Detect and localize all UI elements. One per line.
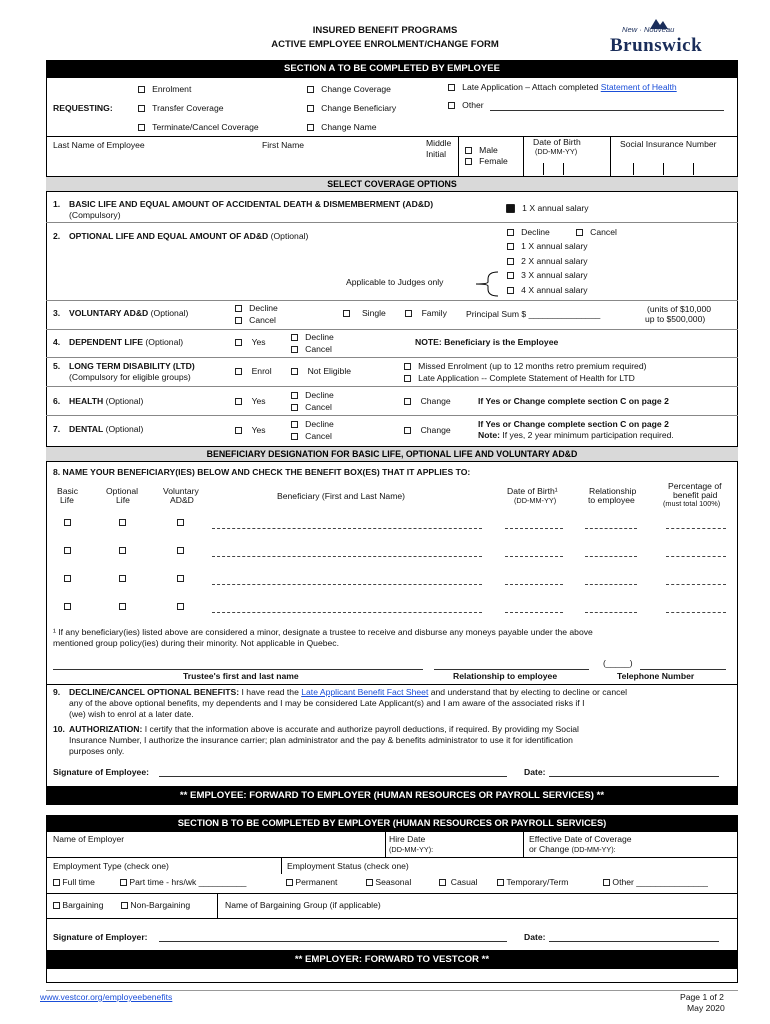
item4-label: DEPENDENT LIFE (Optional) <box>69 337 184 347</box>
judges-brace-icon <box>470 270 500 298</box>
item4-decline[interactable]: Decline <box>291 333 334 343</box>
col-dob: Date of Birth¹ <box>507 486 558 496</box>
col-rel-1: Relationship <box>589 486 637 496</box>
casual-option[interactable]: Casual <box>439 878 478 888</box>
logo-small-text: New · Nouveau <box>622 25 675 34</box>
col-pct-1: Percentage of <box>668 481 722 491</box>
employer-date-label: Date: <box>524 932 546 942</box>
employer-signature-label: Signature of Employer: <box>53 932 148 942</box>
item7-cancel[interactable]: Cancel <box>291 432 332 442</box>
section-b-title: SECTION B TO BE COMPLETED BY EMPLOYER (HUMAN RESOURCES OR PAYROLL SERVICES) <box>46 815 738 832</box>
col-name: Beneficiary (First and Last Name) <box>277 491 405 501</box>
other-status-option[interactable]: Other _______________ <box>603 878 708 888</box>
item2-2x[interactable]: 2 X annual salary <box>507 257 588 267</box>
employee-signature-label: Signature of Employee: <box>53 767 149 777</box>
col-vol-2: AD&D <box>170 495 194 505</box>
beneficiary-dob-field[interactable] <box>505 556 563 557</box>
col-pct-3: (must total 100%) <box>663 499 721 508</box>
beneficiary-relationship-field[interactable] <box>585 528 637 529</box>
sin-label: Social Insurance Number <box>620 139 717 149</box>
footnote-1: ¹ If any beneficiary(ies) listed above are considered a minor, designate a trustee to receive and disburse any moneys payable under the above <box>53 627 593 637</box>
trustee-name-field[interactable] <box>53 669 423 670</box>
forward-vestcor-banner: ** EMPLOYER: FORWARD TO VESTCOR ** <box>46 950 738 969</box>
col-basic-1: Basic <box>57 486 79 496</box>
beneficiary-basic-life-checkbox[interactable] <box>64 519 71 526</box>
statement-of-health-link[interactable]: Statement of Health <box>600 82 677 92</box>
item9-num: 9. <box>53 687 61 697</box>
item3-decline[interactable]: Decline <box>235 304 278 314</box>
last-name-label: Last Name of Employee <box>53 140 145 150</box>
fact-sheet-link[interactable]: Late Applicant Benefit Fact Sheet <box>301 687 429 697</box>
item4-yes[interactable]: Yes <box>235 338 266 348</box>
item5-sub: (Compulsory for eligible groups) <box>69 372 191 382</box>
employer-date-field[interactable] <box>549 941 719 942</box>
beneficiary-percentage-field[interactable] <box>666 528 726 529</box>
form-date: May 2020 <box>687 1003 725 1013</box>
effective-date-label-2: or Change (DD-MM-YY): <box>529 844 616 854</box>
beneficiary-voluntary-add-checkbox[interactable] <box>177 603 184 610</box>
item3-label: VOLUNTARY AD&D (Optional) <box>69 308 189 318</box>
item2-cancel[interactable]: Cancel <box>576 228 617 238</box>
item6-note: If Yes or Change complete section C on page 2 <box>478 396 669 406</box>
item6-cancel[interactable]: Cancel <box>291 403 332 413</box>
section-a-title: SECTION A TO BE COMPLETED BY EMPLOYEE <box>46 60 738 78</box>
item6-change[interactable]: Change <box>404 397 451 407</box>
item9-line3: (we) wish to enrol at a later date. <box>69 709 194 719</box>
judges-note: Applicable to Judges only <box>346 277 444 287</box>
middle-label: Middle <box>426 138 452 148</box>
beneficiary-name-field[interactable] <box>212 584 482 585</box>
phone-paren: (_____) <box>603 658 633 668</box>
item5-missed[interactable]: Missed Enrolment (up to 12 months retro premium required) <box>404 362 646 372</box>
item9-line1: DECLINE/CANCEL OPTIONAL BENEFITS: I have read the Late Applicant Benefit Fact Sheet and understand that by electing to decline or cancel <box>69 687 628 697</box>
beneficiary-basic-life-checkbox[interactable] <box>64 547 71 554</box>
opt-transfer[interactable]: Transfer Coverage <box>138 104 224 114</box>
bargaining-option[interactable]: Bargaining <box>53 901 103 911</box>
beneficiary-dob-field[interactable] <box>505 584 563 585</box>
item1-sub: (Compulsory) <box>69 210 121 220</box>
item7-decline[interactable]: Decline <box>291 420 334 430</box>
item10-line3: purposes only. <box>69 746 125 756</box>
item8-label: 8. NAME YOUR BENEFICIARY(IES) BELOW AND CHECK THE BENEFIT BOX(ES) THAT IT APPLIES TO: <box>53 467 471 477</box>
item10-num: 10. <box>53 724 65 734</box>
opt-change-beneficiary[interactable]: Change Beneficiary <box>307 104 396 114</box>
beneficiary-percentage-field[interactable] <box>666 584 726 585</box>
forward-employer-banner: ** EMPLOYEE: FORWARD TO EMPLOYER (HUMAN RESOURCES OR PAYROLL SERVICES) ** <box>46 786 738 805</box>
dob-format: (DD-MM-YY) <box>535 147 578 156</box>
item2-num: 2. <box>53 231 61 241</box>
beneficiary-percentage-field[interactable] <box>666 612 726 613</box>
item9-line2: any of the above optional benefits, my dependents and I may be considered Late Applicant(s) and I am aware of the associated risks if I <box>69 698 585 708</box>
hire-date-label: Hire Date <box>389 834 426 844</box>
beneficiary-voluntary-add-checkbox[interactable] <box>177 519 184 526</box>
item3-family[interactable]: Family <box>405 309 447 319</box>
col-rel-2: to employee <box>588 495 635 505</box>
form-title-line1: INSURED BENEFIT PROGRAMS <box>312 25 458 36</box>
page-number: Page 1 of 2 <box>680 992 724 1002</box>
beneficiary-basic-life-checkbox[interactable] <box>64 575 71 582</box>
item3-num: 3. <box>53 308 61 318</box>
units-line2: up to $500,000) <box>645 314 706 324</box>
relationship-label: Relationship to employee <box>453 671 558 681</box>
item1-label: BASIC LIFE AND EQUAL AMOUNT OF ACCIDENTAL DEATH & DISMEMBERMENT (AD&D) <box>69 199 434 209</box>
item7-change[interactable]: Change <box>404 426 451 436</box>
beneficiary-title: BENEFICIARY DESIGNATION FOR BASIC LIFE, OPTIONAL LIFE AND VOLUNTARY AD&D <box>46 446 738 462</box>
form-title-line2: ACTIVE EMPLOYEE ENROLMENT/CHANGE FORM <box>271 39 499 50</box>
item6-num: 6. <box>53 396 61 406</box>
opt-late-application[interactable]: Late Application – Attach completed Statement of Health <box>448 83 677 93</box>
item5-not-eligible[interactable]: Not Eligible <box>291 367 351 377</box>
opt-terminate[interactable]: Terminate/Cancel Coverage <box>138 123 259 133</box>
item4-cancel[interactable]: Cancel <box>291 345 332 355</box>
trustee-relationship-field[interactable] <box>434 669 589 670</box>
footnote-2: mentioned group policy(ies) during their minority. Not applicable in Quebec. <box>53 638 339 648</box>
phone-label: Telephone Number <box>617 671 695 681</box>
col-pct-2: benefit paid <box>673 490 718 500</box>
item7-label: DENTAL (Optional) <box>69 424 144 434</box>
beneficiary-optional-life-checkbox[interactable] <box>119 547 126 554</box>
hire-date-fmt: (DD-MM-YY): <box>389 845 434 854</box>
item3-single[interactable]: Single <box>343 309 386 319</box>
employee-signature-field[interactable] <box>159 776 507 777</box>
employment-status-label: Employment Status (check one) <box>287 861 409 871</box>
item7-num: 7. <box>53 424 61 434</box>
item6-yes[interactable]: Yes <box>235 397 266 407</box>
item6-label: HEALTH (Optional) <box>69 396 144 406</box>
beneficiary-name-field[interactable] <box>212 612 482 613</box>
opt-enrolment[interactable]: Enrolment <box>138 85 191 95</box>
col-dob-fmt: (DD-MM-YY) <box>514 496 557 505</box>
beneficiary-voluntary-add-checkbox[interactable] <box>177 575 184 582</box>
first-name-label: First Name <box>262 140 305 150</box>
female-option[interactable]: Female <box>465 157 508 167</box>
logo-brunswick: Brunswick <box>610 35 703 56</box>
opt-change-coverage[interactable]: Change Coverage <box>307 85 391 95</box>
item2-label: OPTIONAL LIFE AND EQUAL AMOUNT OF AD&D (Optional) <box>69 231 309 241</box>
seasonal-option[interactable]: Seasonal <box>366 878 411 888</box>
initial-label: Initial <box>426 149 447 159</box>
employee-date-field[interactable] <box>549 776 719 777</box>
full-time-option[interactable]: Full time <box>53 878 95 888</box>
coverage-title: SELECT COVERAGE OPTIONS <box>46 176 738 192</box>
beneficiary-voluntary-add-checkbox[interactable] <box>177 547 184 554</box>
vestcor-link[interactable]: www.vestcor.org/employeebenefits <box>40 992 173 1002</box>
item10-line2: Insurance Number, I authorize the insurance carrier; plan administrator and the pay & benefits administrator to use it for identification <box>69 735 573 745</box>
beneficiary-name-field[interactable] <box>212 556 482 557</box>
employee-date-label: Date: <box>524 767 546 777</box>
other-field[interactable] <box>490 110 724 111</box>
col-basic-2: Life <box>60 495 74 505</box>
units-line1: (units of $10,000 <box>647 304 712 314</box>
col-opt-2: Life <box>116 495 130 505</box>
item2-4x[interactable]: 4 X annual salary <box>507 286 588 296</box>
beneficiary-dob-field[interactable] <box>505 528 563 529</box>
item2-3x[interactable]: 3 X annual salary <box>507 271 588 281</box>
beneficiary-optional-life-checkbox[interactable] <box>119 575 126 582</box>
item6-decline[interactable]: Decline <box>291 391 334 401</box>
item5-num: 5. <box>53 361 61 371</box>
employer-signature-field[interactable] <box>159 941 507 942</box>
bargaining-group-label: Name of Bargaining Group (if applicable) <box>225 900 381 910</box>
beneficiary-relationship-field[interactable] <box>585 556 637 557</box>
effective-date-label: Effective Date of Coverage <box>529 834 632 844</box>
item4-num: 4. <box>53 337 61 347</box>
temporary-option[interactable]: Temporary/Term <box>497 878 568 888</box>
item2-1x[interactable]: 1 X annual salary <box>507 242 588 252</box>
item7-note: If Yes or Change complete section C on page 2 <box>478 419 669 429</box>
beneficiary-optional-life-checkbox[interactable] <box>119 519 126 526</box>
opt-change-name[interactable]: Change Name <box>307 123 377 133</box>
employer-name-label: Name of Employer <box>53 834 125 844</box>
beneficiary-relationship-field[interactable] <box>585 612 637 613</box>
item5-late[interactable]: Late Application -- Complete Statement of Health for LTD <box>404 374 635 384</box>
beneficiary-dob-field[interactable] <box>505 612 563 613</box>
principal-sum[interactable]: Principal Sum $ _______________ <box>466 309 601 319</box>
col-vol-1: Voluntary <box>163 486 199 496</box>
part-time-option[interactable]: Part time - hrs/wk __________ <box>120 878 246 888</box>
employment-type-label: Employment Type (check one) <box>53 861 169 871</box>
item1-num: 1. <box>53 199 61 209</box>
item1-option: 1 X annual salary <box>506 204 589 214</box>
trustee-label: Trustee's first and last name <box>183 671 299 681</box>
beneficiary-relationship-field[interactable] <box>585 584 637 585</box>
beneficiary-optional-life-checkbox[interactable] <box>119 603 126 610</box>
dob-label: Date of Birth <box>533 137 581 147</box>
item7-note2: Note: If yes, 2 year minimum participation required. <box>478 430 674 440</box>
col-opt-1: Optional <box>106 486 139 496</box>
beneficiary-percentage-field[interactable] <box>666 556 726 557</box>
beneficiary-name-field[interactable] <box>212 528 482 529</box>
item4-note: NOTE: Beneficiary is the Employee <box>415 337 559 347</box>
item10-line1: AUTHORIZATION: I certify that the information above is accurate and authorize payroll deductions, if required. By providing my Social <box>69 724 579 734</box>
item5-label: LONG TERM DISABILITY (LTD) <box>69 361 195 371</box>
item3-cancel[interactable]: Cancel <box>235 316 276 326</box>
item7-yes[interactable]: Yes <box>235 426 266 436</box>
non-bargaining-option[interactable]: Non-Bargaining <box>121 901 190 911</box>
permanent-option[interactable]: Permanent <box>286 878 337 888</box>
opt-other[interactable]: Other <box>448 101 484 111</box>
requesting-label: REQUESTING: <box>53 103 113 113</box>
trustee-phone-field[interactable] <box>640 669 726 670</box>
nb-logo <box>608 16 738 56</box>
beneficiary-basic-life-checkbox[interactable] <box>64 603 71 610</box>
item2-decline[interactable]: Decline <box>507 228 550 238</box>
male-option[interactable]: Male <box>465 146 498 156</box>
item5-enrol[interactable]: Enrol <box>235 367 272 377</box>
